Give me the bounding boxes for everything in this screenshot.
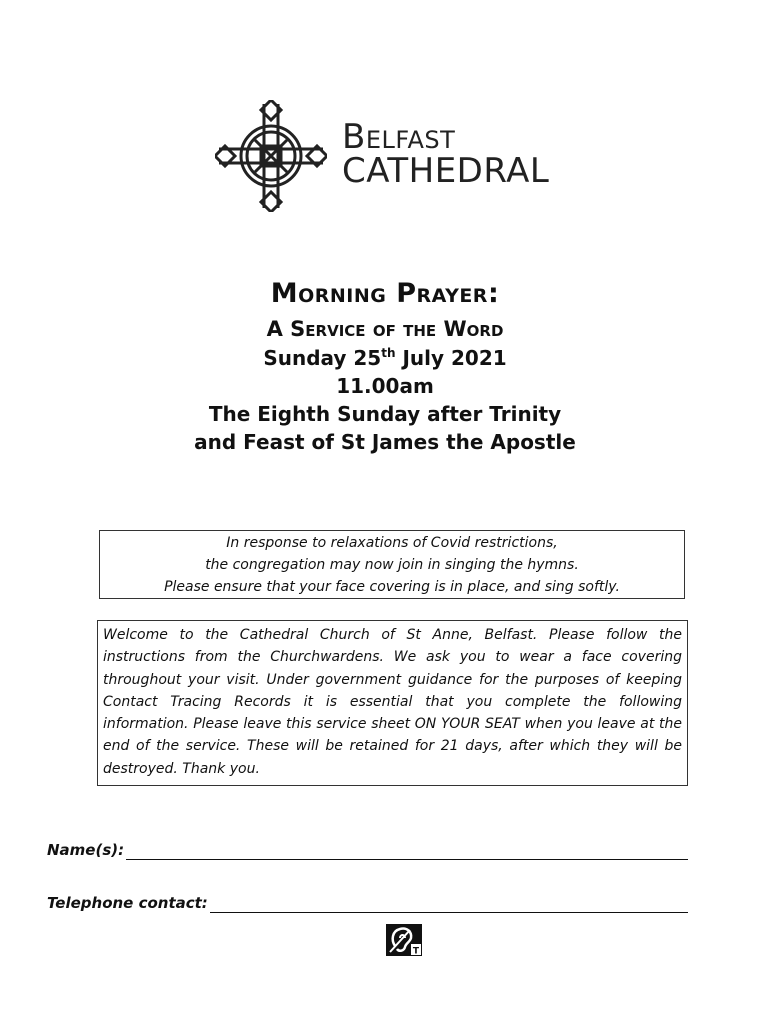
page-subtitle: A Service of the Word [266, 317, 504, 341]
service-time: 11.00am [336, 374, 434, 398]
telephone-field[interactable] [47, 893, 688, 913]
page-title: Morning Prayer: [270, 278, 500, 309]
covid-notice-line-3: Please ensure that your face covering is in place, and sing softly. [164, 579, 620, 595]
service-date [0, 344, 770, 372]
name-line[interactable] [126, 843, 688, 860]
logo-line-2: CATHEDRAL [342, 151, 550, 191]
telephone-label: Telephone contact: [47, 894, 208, 912]
date-rest: July 2021 [395, 346, 507, 370]
hearing-loop-icon [386, 924, 422, 956]
service-heading [0, 276, 770, 456]
date-ordinal: th [381, 346, 396, 360]
telephone-line[interactable] [210, 896, 688, 913]
celtic-cross-icon [215, 100, 327, 212]
covid-notice [99, 530, 685, 599]
name-field[interactable] [47, 840, 688, 860]
occasion-line-1: The Eighth Sunday after Trinity [208, 402, 562, 426]
loop-t-letter: T [412, 946, 420, 956]
occasion-line-2: and Feast of St James the Apostle [194, 430, 576, 454]
welcome-notice: Welcome to the Cathedral Church of St Anne, Belfast. Please follow the instructions from the Churchwardens. We ask you to wear a face covering throughout your visit. Under government guidance for the purposes of keeping Contact Tracing Records it is essential that you complete the following information. Please leave this service sheet ON YOUR SEAT when you leave at the end of the service. These will be retained for 21 days, after which they will be destroyed. Thank you. [97, 620, 688, 786]
covid-notice-line-2: the congregation may now join in singing the hymns. [205, 557, 579, 573]
name-label: Name(s): [47, 841, 125, 859]
covid-notice-line-1: In response to relaxations of Covid restrictions, [226, 535, 558, 551]
logo-wordmark [342, 117, 550, 191]
date-day: Sunday 25 [263, 346, 382, 370]
logo-line-1: Belfast [342, 117, 456, 157]
